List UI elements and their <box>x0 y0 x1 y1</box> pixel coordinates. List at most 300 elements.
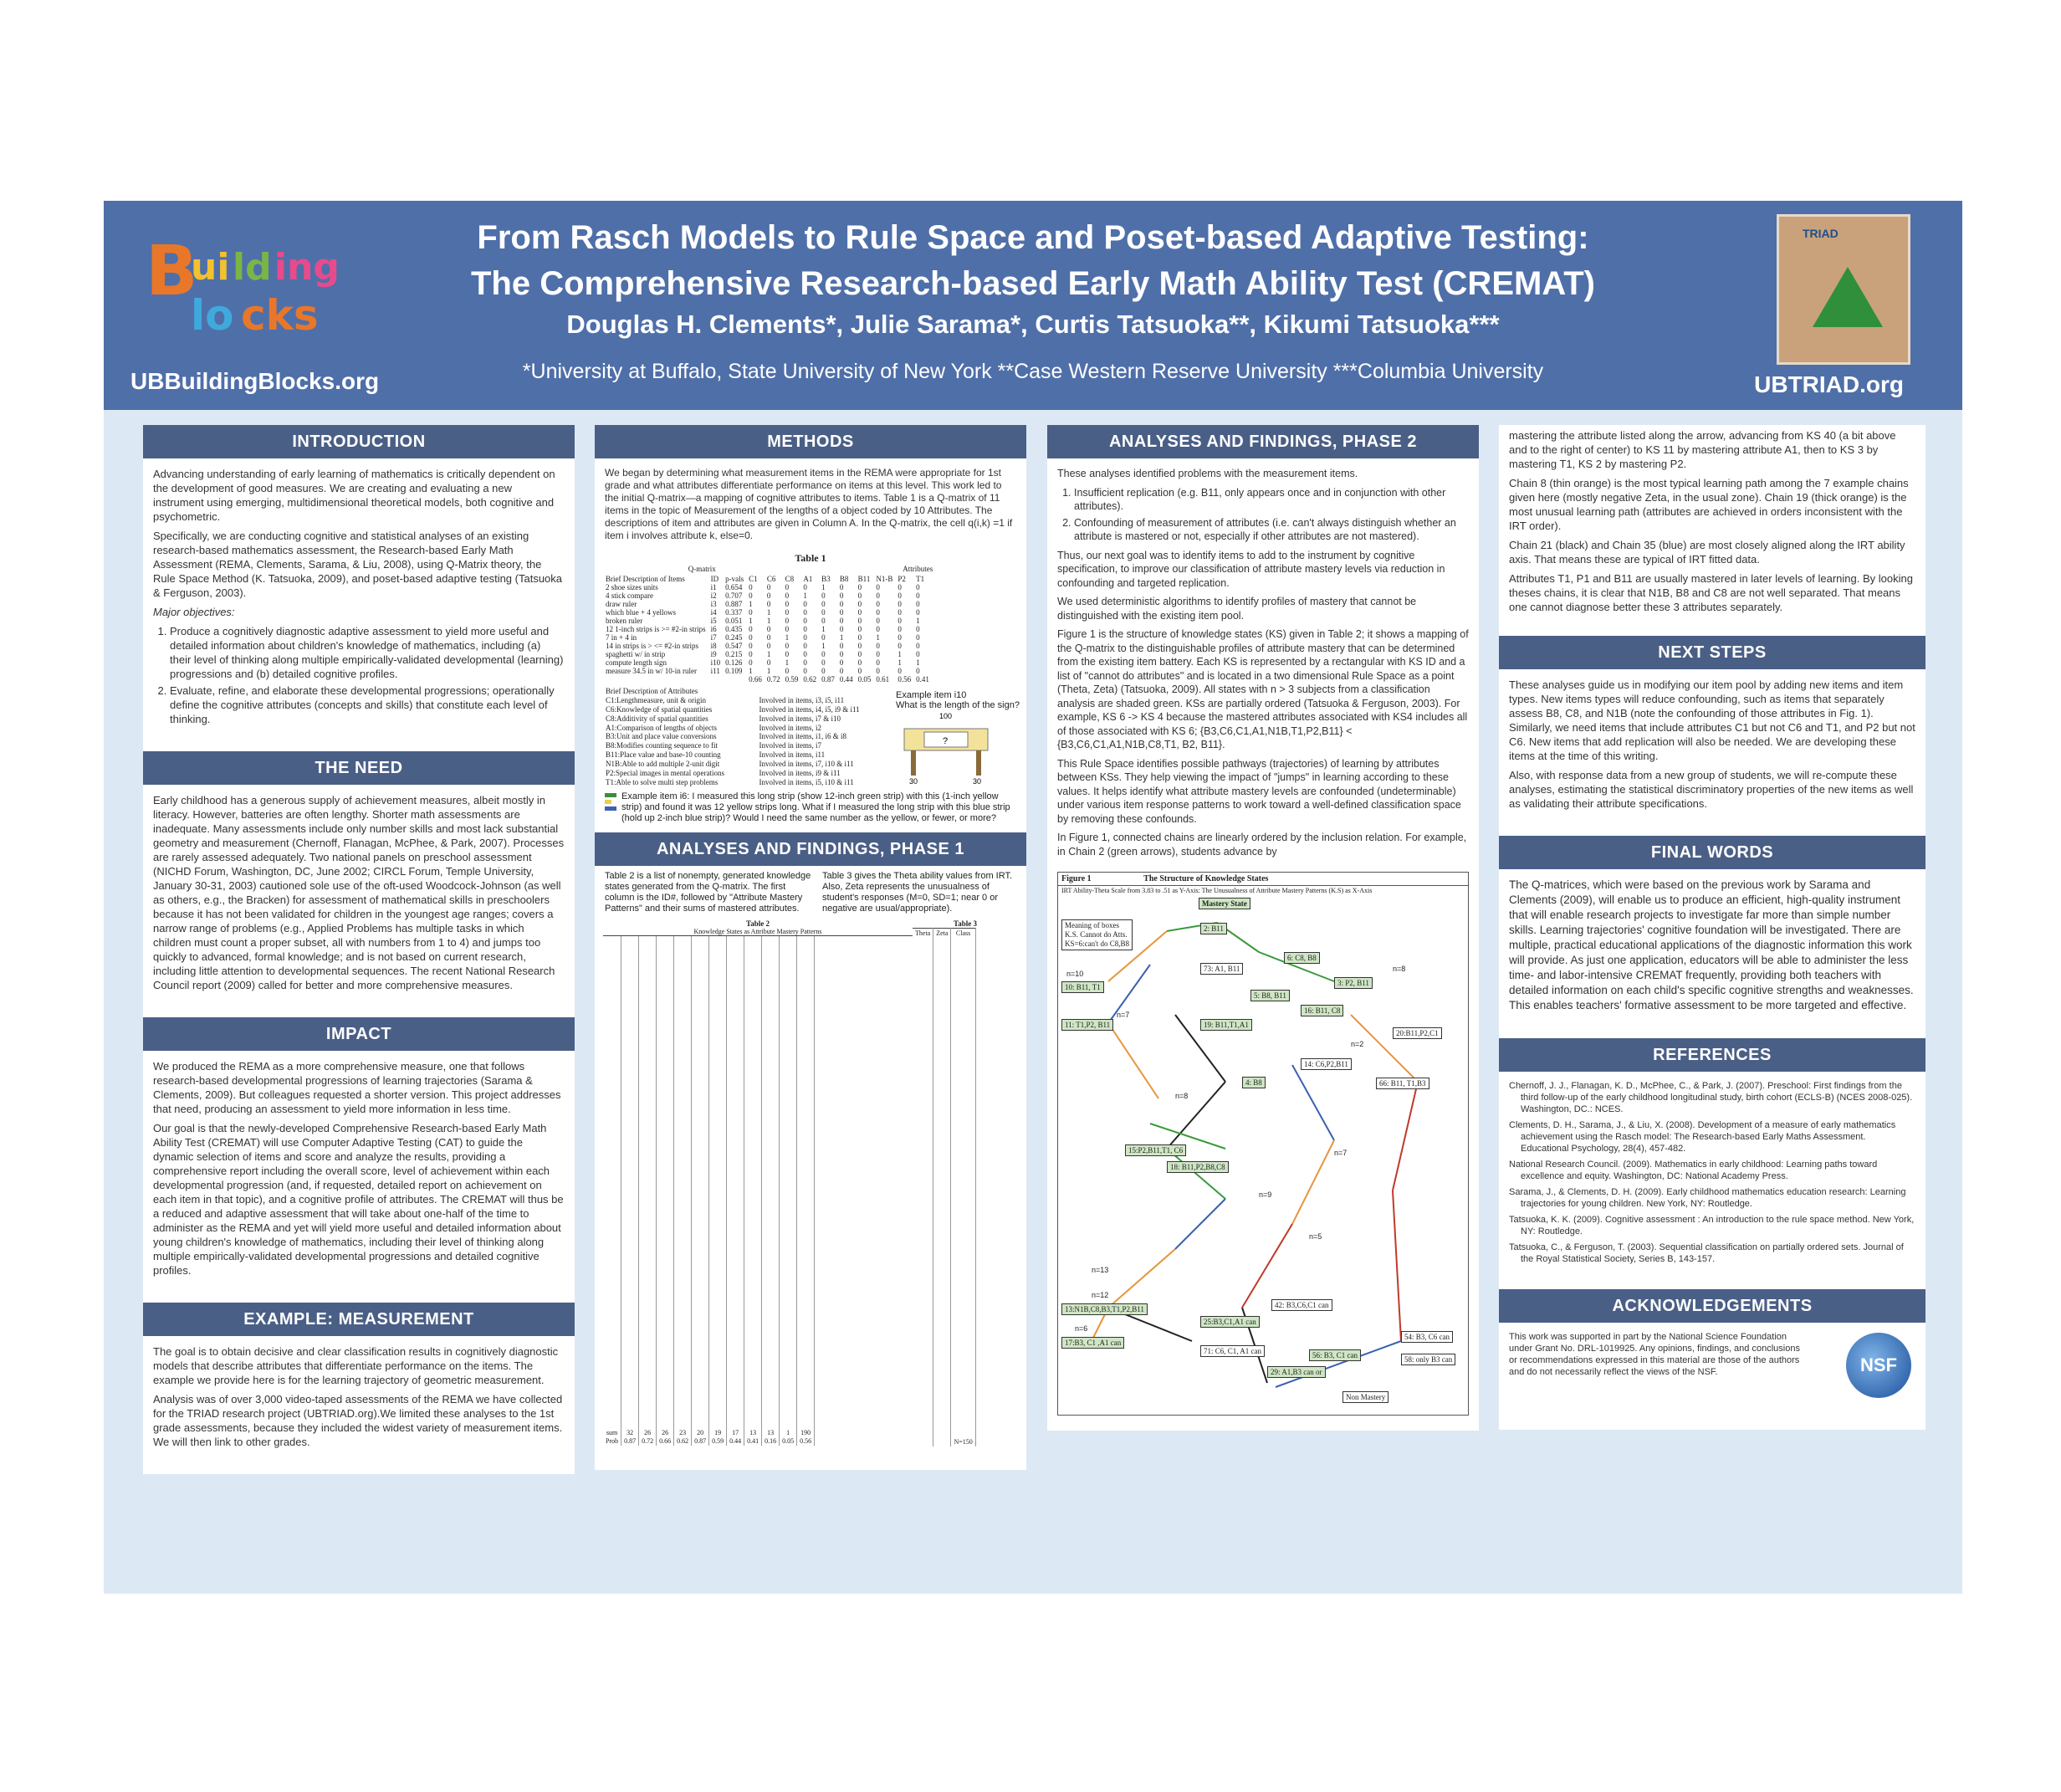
table3-cell <box>933 1394 951 1403</box>
table3-cell <box>951 1095 975 1104</box>
table3-cell <box>933 1175 951 1184</box>
intro-section <box>143 425 575 736</box>
table2-summary-cell: 26 <box>639 1428 657 1437</box>
table3-cell <box>951 1034 975 1043</box>
table1-header-cell: B8 <box>839 575 849 583</box>
table2-cell <box>639 1182 657 1191</box>
table2-cell <box>621 1165 639 1174</box>
table3-cell <box>933 1350 951 1359</box>
table2-cell <box>797 1323 815 1332</box>
table2-cell <box>674 1191 692 1201</box>
table2-cell <box>797 1006 815 1016</box>
table2-cell <box>780 963 797 972</box>
table3-cell <box>933 1288 951 1298</box>
table3-cell <box>933 1236 951 1245</box>
table3-cell <box>951 999 975 1008</box>
table2-cell <box>674 1279 692 1288</box>
example-item-question: What is the length of the sign? <box>896 700 1020 710</box>
table2-cell <box>709 1024 727 1033</box>
table2-cell <box>744 998 762 1007</box>
table2-cell <box>621 1297 639 1306</box>
intro-p1: Advancing understanding of early learning of mathematics is critically dependent on the development of good measures. We are creating and evaluating a new instrument using emerging, multidimensional theoretical models, both cognitive and psychometric. <box>153 468 555 523</box>
attribute-name: T1:Able to solve multi step problems <box>606 777 719 786</box>
table2-cell <box>762 1068 780 1078</box>
table3-cell <box>933 1042 951 1052</box>
table1-cell: 0 <box>803 583 807 591</box>
table1-cell: 0 <box>766 633 771 642</box>
table2-cell <box>674 998 692 1007</box>
table1-cell: 0 <box>821 591 826 600</box>
col4-p1: mastering the attribute listed along the arrow, advancing from KS 40 (a bit above and to the right of center) to KS 11 by mastering attribute A1, then to KS 3 by mastering T1, KS 2 by mastering P2. <box>1509 429 1896 470</box>
phase2-li2: 2. Confounding of measurement of attributes (i.e. can't always distinguish whether an attribute is mastered or not, especially if other attributes are not mastered). <box>1074 516 1469 544</box>
table2-cell <box>621 1086 639 1095</box>
table2-row <box>603 989 815 998</box>
table2-cell <box>780 980 797 990</box>
table1-cell: 1 <box>766 650 771 658</box>
table2-cell <box>709 1191 727 1201</box>
attribute-name: A1:Comparison of lengths of objects <box>606 723 717 732</box>
table3-col-class: Class <box>951 929 975 938</box>
table3 <box>913 928 976 1446</box>
table2-cell <box>674 1139 692 1148</box>
table2-cell <box>657 1129 674 1139</box>
table3-row <box>913 1148 975 1157</box>
table2-cell <box>709 1006 727 1016</box>
table1-row <box>603 658 932 667</box>
table1-cell: 0 <box>876 650 880 658</box>
table2-summary-row <box>603 1428 815 1437</box>
table2-cell <box>780 1086 797 1095</box>
table2-cell <box>639 1156 657 1165</box>
table3-cell <box>933 1069 951 1078</box>
svg-text:ld: ld <box>233 246 272 289</box>
table2-cell <box>657 1191 674 1201</box>
table2-cell <box>744 936 762 945</box>
fig-node-ks17: 17:B3, C1 ,A1 can <box>1061 1337 1124 1349</box>
table1-cell: 1 <box>916 658 920 667</box>
table3-row <box>913 1069 975 1078</box>
table1-cell: 0 <box>785 667 790 675</box>
table2-row <box>603 1086 815 1095</box>
table2-cell <box>674 1051 692 1060</box>
table2-cell <box>621 1252 639 1262</box>
attribute-row <box>603 750 887 760</box>
table2-cell <box>744 1340 762 1349</box>
svg-text:B: B <box>146 236 198 311</box>
table3-cell <box>933 1262 951 1272</box>
table1-cell: 0 <box>749 625 753 633</box>
table3-cell <box>933 999 951 1008</box>
table1-cell: broken ruler <box>606 617 643 625</box>
table1-cell: 0 <box>916 600 920 608</box>
table2-cell <box>727 1323 744 1332</box>
table1-row <box>603 583 932 591</box>
table1-header-cell: Brief Description of Items <box>606 575 685 583</box>
table3-cell <box>913 1333 933 1342</box>
table3-row <box>913 1122 975 1131</box>
table2-row <box>603 1006 815 1016</box>
table1-cell: i3 <box>710 600 717 608</box>
table3-cell <box>913 1034 933 1043</box>
table3-cell <box>933 1271 951 1280</box>
table2-cell <box>657 1297 674 1306</box>
table2-cell <box>621 1033 639 1042</box>
table2-cell <box>744 1042 762 1051</box>
table2-cell <box>762 1252 780 1262</box>
table2-cell <box>639 1323 657 1332</box>
table2-cell <box>657 1288 674 1297</box>
table2-row <box>603 1059 815 1068</box>
table2-row <box>603 963 815 972</box>
table2-summary-cell: 32 <box>621 1428 639 1437</box>
table1-cell: 4 stick compare <box>606 591 653 600</box>
table2-row <box>603 1244 815 1253</box>
table2-cell <box>603 1200 621 1209</box>
table2-cell <box>603 1340 621 1349</box>
site-right-link[interactable]: UBTRIAD.org <box>1754 371 1904 397</box>
table2-cell <box>657 1270 674 1279</box>
table2-cell <box>692 1174 709 1183</box>
table2-cell <box>780 1332 797 1341</box>
table2-row <box>603 1016 815 1025</box>
fig-node-ks14: 14: C6,P2,B11 <box>1301 1058 1352 1070</box>
table3-cell <box>951 1227 975 1236</box>
table2-summary-cell: 0.41 <box>744 1437 762 1446</box>
table2-cell <box>797 1288 815 1297</box>
site-left-link[interactable]: UBBuildingBlocks.org <box>130 368 380 394</box>
table3-cell <box>913 1025 933 1034</box>
table2-cell <box>639 980 657 990</box>
table2-cell <box>727 1385 744 1394</box>
table2-cell <box>692 1059 709 1068</box>
table3-row <box>913 1262 975 1272</box>
table2-cell <box>797 1077 815 1086</box>
table2-cell <box>657 1086 674 1095</box>
table2-cell <box>692 954 709 963</box>
table2-cell <box>797 963 815 972</box>
table2-cell <box>639 1262 657 1271</box>
objectives-label: Major objectives: <box>153 606 235 618</box>
table1-cell: compute length sign <box>606 658 667 667</box>
table3-cell <box>951 1007 975 1016</box>
table2-cell <box>797 1226 815 1236</box>
example-p2: Analysis was of over 3,000 video-taped assessments of the REMA we have collected for the TRIAD research project (UBTRIAD.org).We limited these analyses to the 1st grade assessments, because they included the widest variety of measurement items. We will then link to other grades. <box>153 1393 563 1448</box>
table2-cell <box>639 1402 657 1411</box>
table2-cell <box>639 1200 657 1209</box>
table3-cell <box>913 1288 933 1298</box>
table2-cell <box>727 1297 744 1306</box>
table2-cell <box>603 1358 621 1367</box>
table2-summary-cell: 19 <box>709 1428 727 1437</box>
table2-cell <box>762 1139 780 1148</box>
table3-cell <box>913 1315 933 1324</box>
table2-cell <box>780 1349 797 1359</box>
table2-cell <box>709 1235 727 1244</box>
table2-cell <box>727 1367 744 1376</box>
table3-cell <box>913 1201 933 1210</box>
table1-cell: 1 <box>766 608 771 617</box>
table3-row <box>913 1016 975 1026</box>
table2-cell <box>674 1182 692 1191</box>
table2-cell <box>762 1059 780 1068</box>
table2-cell <box>727 1340 744 1349</box>
table2-cell <box>657 1358 674 1367</box>
table2-cell <box>797 1332 815 1341</box>
table2-cell <box>621 1305 639 1314</box>
table3-cell <box>951 1210 975 1219</box>
fig-node-ks54: 54: B3, C6 can <box>1401 1331 1453 1343</box>
table3-cell <box>913 1298 933 1307</box>
table2-cell <box>603 1016 621 1025</box>
table2-cell <box>780 1393 797 1402</box>
table2-cell <box>674 1200 692 1209</box>
table3-cell <box>933 1201 951 1210</box>
table3-cell <box>913 1016 933 1026</box>
col4-p3: Chain 21 (black) and Chain 35 (blue) are most closely aligned along the IRT ability axis. That means these are typical of IRT fitted data. <box>1509 539 1905 566</box>
table1-pval-cell: 0.44 <box>839 675 853 684</box>
table2-cell <box>709 998 727 1007</box>
table2-cell <box>780 1147 797 1156</box>
table2-row <box>603 1217 815 1226</box>
impact-heading: IMPACT <box>143 1017 575 1051</box>
table2-cell <box>797 980 815 990</box>
table2-cell <box>744 1385 762 1394</box>
table2-cell <box>657 1121 674 1130</box>
table2-cell <box>709 1033 727 1042</box>
table2-cell <box>621 1314 639 1324</box>
table2-cell <box>709 1314 727 1324</box>
table3-cell <box>913 964 933 973</box>
table2-cell <box>797 1209 815 1218</box>
table2-cell <box>780 1094 797 1103</box>
table2-cell <box>727 1139 744 1148</box>
table1-cell: 0 <box>857 658 862 667</box>
table3-row <box>913 1104 975 1114</box>
table2-row <box>603 1358 815 1367</box>
table2-cell <box>621 1156 639 1165</box>
table3-row <box>913 1201 975 1210</box>
fig-legend-line2: K.S. Cannot do Atts. <box>1065 930 1128 939</box>
table2-row <box>603 1375 815 1385</box>
table3-row <box>913 1042 975 1052</box>
table3-cell <box>933 1306 951 1315</box>
table2-cell <box>603 1332 621 1341</box>
table3-cell <box>951 1341 975 1350</box>
table2-cell <box>744 1200 762 1209</box>
table1-cell: 0 <box>821 600 826 608</box>
table3-cell <box>933 1113 951 1122</box>
table3-cell <box>951 1403 975 1412</box>
table2-cell <box>603 1252 621 1262</box>
table2-cell <box>692 1094 709 1103</box>
table2-cell <box>657 971 674 980</box>
table2-cell <box>744 989 762 998</box>
table1-cell: 7 in + 4 in <box>606 633 637 642</box>
table2-cell <box>692 945 709 955</box>
table2-cell <box>727 989 744 998</box>
table2-row <box>603 1103 815 1113</box>
table3-row <box>913 1210 975 1219</box>
table2-summary-cell: 20 <box>692 1428 709 1437</box>
table3-cell <box>933 1376 951 1385</box>
table2-cell <box>727 1226 744 1236</box>
table2-cell <box>603 1129 621 1139</box>
table2-cell <box>639 1129 657 1139</box>
table1-pval-cell: 0.66 <box>749 675 762 684</box>
next-p1: These analyses guide us in modifying our item pool by adding new items and item types. New items types will reduce confounding, such as items that separately assess B8, C8, and N1B (note the confounding of those attributes in Fig. 1). Similarly, we need items that include attributes C1 but not C6 and T1, and P2 but not C6. New items that add replication will also be needed. We are developing these items at the time of this writing. <box>1509 678 1915 762</box>
table2-cell <box>603 1349 621 1359</box>
table2-cell <box>780 1016 797 1025</box>
attribute-row <box>603 768 887 777</box>
table3-cell <box>913 1210 933 1219</box>
table2-cell <box>744 1121 762 1130</box>
table2-summary-cell: 0.87 <box>692 1437 709 1446</box>
table2-cell <box>744 1139 762 1148</box>
table3-cell <box>913 1227 933 1236</box>
fig-node-ks15: 15:P2,B11,T1, C6 <box>1125 1144 1186 1156</box>
table2-cell <box>657 1042 674 1051</box>
table2-row <box>603 1200 815 1209</box>
table2-row <box>603 1191 815 1201</box>
table3-cell <box>951 1306 975 1315</box>
table2-cell <box>727 1042 744 1051</box>
table1-cell: 0 <box>803 633 807 642</box>
table2-cell <box>692 1314 709 1324</box>
table2-cell <box>621 1006 639 1016</box>
table2-cell <box>744 1156 762 1165</box>
table2-cell <box>762 1262 780 1271</box>
table2-cell <box>621 945 639 955</box>
table2-cell <box>762 1121 780 1130</box>
table2-cell <box>797 1402 815 1411</box>
table2-row <box>603 1262 815 1271</box>
table1-pval-cell: 0.61 <box>876 675 890 684</box>
table2-cell <box>727 963 744 972</box>
table2-cell <box>692 1279 709 1288</box>
table2-cell <box>780 1077 797 1086</box>
table2-cell <box>780 1165 797 1174</box>
attribute-row <box>603 705 887 714</box>
fig-n-label: n=13 <box>1092 1266 1109 1274</box>
table2-cell <box>603 989 621 998</box>
table2-cell <box>762 1235 780 1244</box>
fig-title: The Structure of Knowledge States <box>1143 874 1269 883</box>
table2-cell <box>621 1420 639 1429</box>
table2-cell <box>709 1262 727 1271</box>
table3-row <box>913 1350 975 1359</box>
table1-cell: 0 <box>839 658 844 667</box>
table2-cell <box>727 980 744 990</box>
table2-cell <box>692 1385 709 1394</box>
table3-cell <box>933 964 951 973</box>
table2-cell <box>780 1139 797 1148</box>
table1-cell: 0.547 <box>725 642 743 650</box>
table1-cell: 0 <box>857 650 862 658</box>
table2-cell <box>639 1393 657 1402</box>
table1-cell: 0.245 <box>725 633 743 642</box>
sign-right-length: 30 <box>973 777 982 786</box>
table2-cell <box>692 1288 709 1297</box>
table3-cell <box>951 1042 975 1052</box>
table2-cell <box>797 1305 815 1314</box>
attribute-row <box>603 741 887 750</box>
table3-cell <box>933 1280 951 1289</box>
table2-cell <box>762 936 780 945</box>
fig-node-ks58: 58: only B3 can <box>1401 1354 1455 1365</box>
fig-n-label: n=10 <box>1066 970 1084 978</box>
table2-cell <box>797 1051 815 1060</box>
table1-cell: i4 <box>710 608 717 617</box>
table2-cell <box>709 1200 727 1209</box>
table3-cell <box>951 1324 975 1333</box>
table2-cell <box>692 1068 709 1078</box>
table3-cell <box>933 1227 951 1236</box>
table2-cell <box>709 1305 727 1314</box>
table2-cell <box>621 1129 639 1139</box>
table2-cell <box>744 1332 762 1341</box>
table2-cell <box>780 1420 797 1429</box>
table2-row <box>603 1270 815 1279</box>
table2-cell <box>674 1252 692 1262</box>
table3-n: N=150 <box>951 1438 975 1447</box>
attribute-row <box>603 760 887 769</box>
phase2-heading: ANALYSES AND FINDINGS, PHASE 2 <box>1047 425 1479 458</box>
table2-cell <box>639 954 657 963</box>
attribute-items: Involved in items, i11 <box>759 750 826 760</box>
table2-cell <box>797 1033 815 1042</box>
fig-node-ks20: 20:B11,P2,C1 <box>1393 1027 1442 1039</box>
table2-cell <box>762 1129 780 1139</box>
table3-cell <box>913 1060 933 1069</box>
table3-cell <box>933 1034 951 1043</box>
table1-cell: 0 <box>749 591 753 600</box>
attribute-name: B3:Unit and place value conversions <box>606 732 717 741</box>
table3-cell <box>951 1271 975 1280</box>
table1-cell: 0 <box>785 617 790 625</box>
table2-cell <box>692 1147 709 1156</box>
table1-cell: 1 <box>749 667 753 675</box>
table2-cell <box>744 1051 762 1060</box>
table2-row <box>603 1235 815 1244</box>
table2-cell <box>797 945 815 955</box>
table2-cell <box>709 1393 727 1402</box>
table2-cell <box>762 1182 780 1191</box>
table1-cell: 0 <box>821 608 826 617</box>
table3-cell <box>913 1306 933 1315</box>
table2-cell <box>657 1068 674 1078</box>
table3-cell <box>951 1280 975 1289</box>
table3-cell <box>913 937 933 946</box>
table3-cell <box>951 964 975 973</box>
table2-row <box>603 1349 815 1359</box>
table2-cell <box>692 1112 709 1121</box>
table3-cell <box>933 1052 951 1061</box>
table1-cell: 0 <box>749 583 753 591</box>
table2-cell <box>797 989 815 998</box>
table3-cell <box>913 1350 933 1359</box>
table2-cell <box>780 1226 797 1236</box>
table2-cell <box>692 1297 709 1306</box>
table2-cell <box>674 1235 692 1244</box>
table1-cell: 0 <box>876 600 880 608</box>
table2-cell <box>762 1279 780 1288</box>
table3-cell <box>913 1429 933 1438</box>
table3-cell <box>933 1403 951 1412</box>
table2-cell <box>727 1077 744 1086</box>
table2-cell <box>797 1262 815 1271</box>
table2-cell <box>621 1270 639 1279</box>
table3-cell <box>951 946 975 955</box>
